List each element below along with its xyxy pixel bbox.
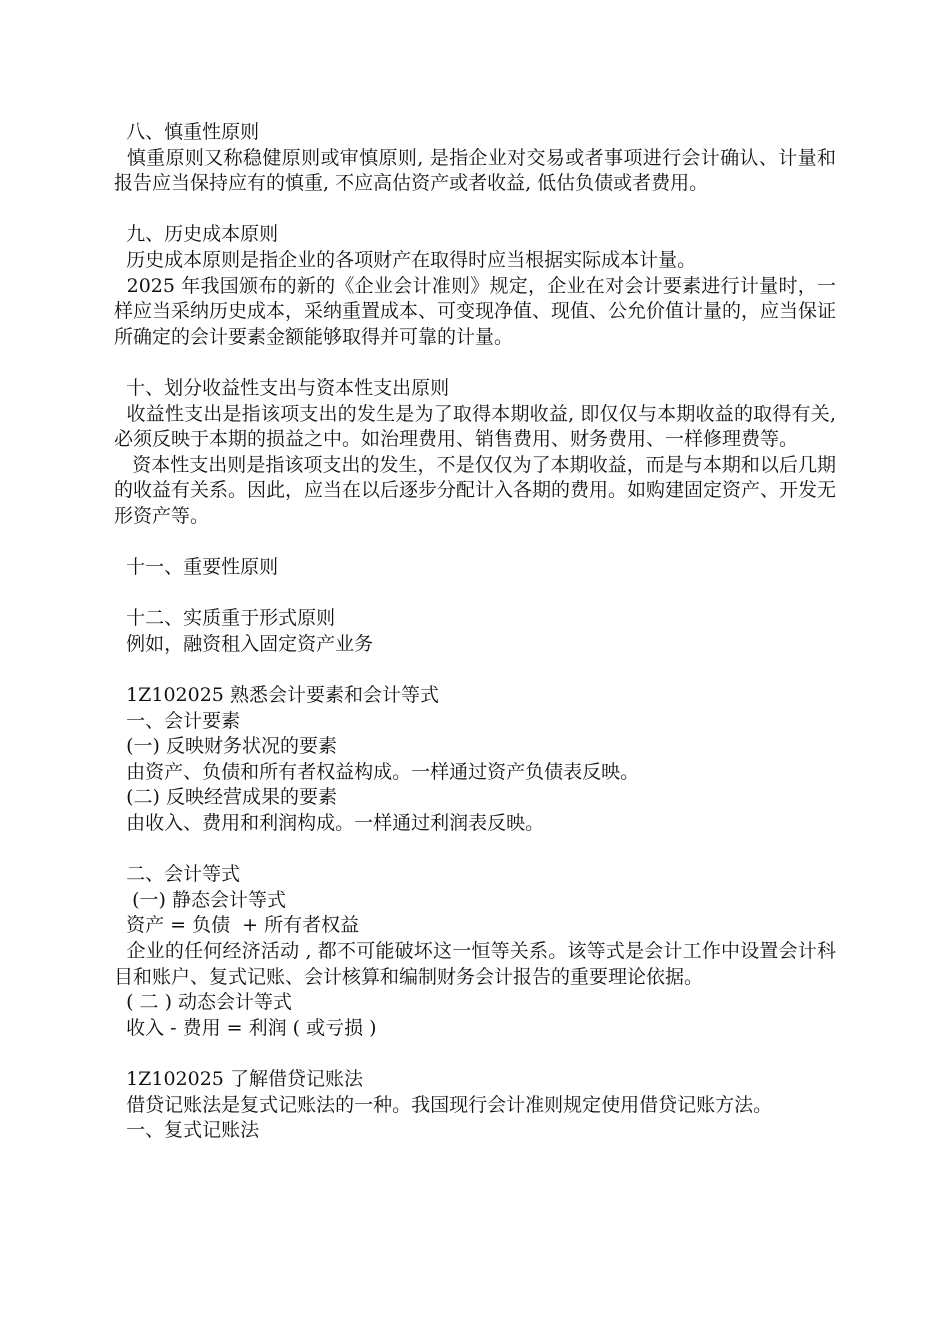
- text-line: (一) 静态会计等式: [114, 888, 286, 911]
- section-heading: 九、历史成本原则: [114, 223, 279, 246]
- text-line: (一) 反映财务状况的要素: [114, 735, 337, 758]
- text-line: 由收入、费用和利润构成。一样通过利润表反映。: [114, 812, 545, 835]
- section-heading: 十一、重要性原则: [114, 556, 279, 579]
- text-line: 一、会计要素: [114, 709, 241, 732]
- paragraph-spacer: [114, 657, 836, 683]
- section-heading: 二、会计等式: [114, 863, 241, 886]
- section-heading: 十、划分收益性支出与资本性支出原则: [114, 376, 450, 399]
- document-body: [114, 120, 843, 1144]
- body-paragraph: 历史成本原则是指企业的各项财产在取得时应当根据实际成本计量。: [114, 248, 697, 271]
- body-paragraph: 收益性支出是指该项支出的发生是为了取得本期收益, 即仅仅与本期收益的取得有关, 必须反映于本期的损益之中。如治理费用、销售费用、财务费用、一样修理费等。: [114, 402, 843, 451]
- paragraph-spacer: [114, 1041, 836, 1067]
- text-line: ( 二 ) 动态会计等式: [114, 991, 293, 1014]
- section-heading: 1Z102025 熟悉会计要素和会计等式: [114, 684, 439, 707]
- body-paragraph: 2025 年我国颁布的新的《企业会计准则》规定，企业在对会计要素进行计量时，一样应当采纳历史成本，采纳重置成本、可变现净值、现值、公允价值计量的，应当保证所确定的会计要素金额能够取得并可靠的计量。: [114, 274, 837, 348]
- section-heading: 八、慎重性原则: [114, 121, 260, 143]
- text-line: 一、复式记账法: [114, 1119, 260, 1142]
- text-line: 资产 = 负债 + 所有者权益: [114, 914, 360, 937]
- text-line: 例如，融资租入固定资产业务: [114, 632, 374, 655]
- paragraph-spacer: [114, 837, 836, 863]
- body-paragraph: 企业的任何经济活动 , 都不可能破坏这一恒等关系。该等式是会计工作中设置会计科目和账户、复式记账、会计核算和编制财务会计报告的重要理论依据。: [114, 940, 836, 988]
- section-heading: 1Z102025 了解借贷记账法: [114, 1067, 363, 1090]
- body-paragraph: 慎重原则又称稳健原则或审慎原则, 是指企业对交易或者事项进行会计确认、计量和报告应当保持应有的慎重, 不应高估资产或者收益, 低估负债或者费用。: [114, 146, 836, 195]
- paragraph-spacer: [114, 581, 836, 607]
- text-line: (二) 反映经营成果的要素: [114, 786, 337, 809]
- body-paragraph: 借贷记账法是复式记账法的一种。我国现行会计准则规定使用借贷记账方法。: [114, 1093, 773, 1116]
- text-line: 由资产、负债和所有者权益构成。一样通过资产负债表反映。: [114, 760, 640, 783]
- paragraph-spacer: [114, 530, 836, 556]
- section-heading: 十二、实质重于形式原则: [114, 607, 336, 630]
- paragraph-spacer: [114, 197, 836, 223]
- paragraph-spacer: [114, 350, 836, 376]
- body-paragraph: 资本性支出则是指该项支出的发生，不是仅仅为了本期收益，而是与本期和以后几期的收益有关系。因此，应当在以后逐步分配计入各期的费用。如购建固定资产、开发无形资产等。: [114, 453, 837, 527]
- text-line: 收入 - 费用 = 利润 ( 或亏损 ): [114, 1016, 377, 1039]
